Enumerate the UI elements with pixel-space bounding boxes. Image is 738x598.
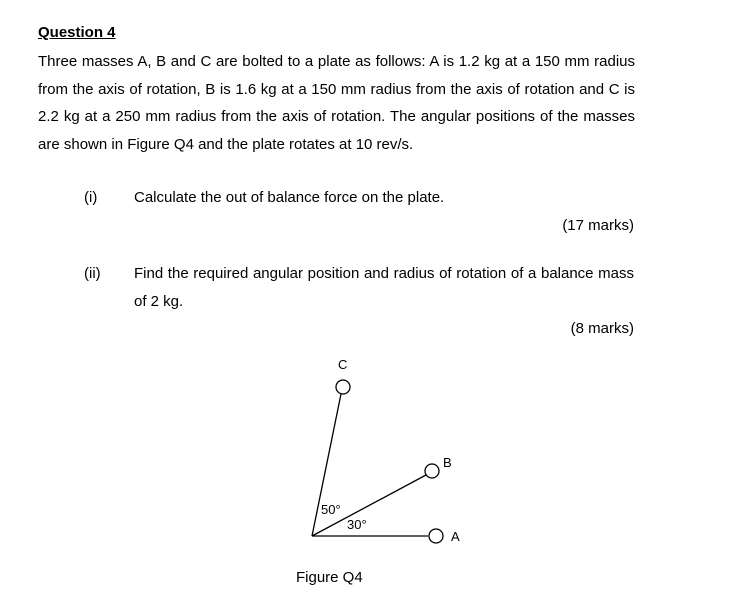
part-1-marks: (17 marks) xyxy=(562,217,634,234)
question-body: Three masses A, B and C are bolted to a plate as follows: A is 1.2 kg at a 150 mm radius from the axis of rotation, B is 1.6 kg at a 150 mm radius from the axis of rotation and C is 2.2 kg at a 250 mm radius from the axis of rotation. The angular positions of the masses are shown in Figure Q4 and the plate rotates at 10 rev/s. xyxy=(38,53,635,153)
part-1-number: (i) xyxy=(84,189,98,206)
angle-ab-label: 30° xyxy=(347,517,367,532)
part-1-text: Calculate the out of balance force on the plate. xyxy=(134,189,445,206)
part-2-text: Find the required angular position and radius of rotation of a balance mass of 2 kg. xyxy=(134,265,634,310)
part-2-number: (ii) xyxy=(84,265,101,282)
figure-caption: Figure Q4 xyxy=(296,569,363,586)
mass-c-circle xyxy=(336,380,350,394)
label-b: B xyxy=(443,455,452,470)
mass-b-circle xyxy=(425,464,439,478)
angle-bc-label: 50° xyxy=(321,502,341,517)
mass-a-circle xyxy=(429,529,443,543)
label-c: C xyxy=(338,357,348,372)
part-2-marks: (8 marks) xyxy=(570,320,634,337)
label-a: A xyxy=(451,529,460,544)
question-title: Question 4 xyxy=(38,24,116,41)
